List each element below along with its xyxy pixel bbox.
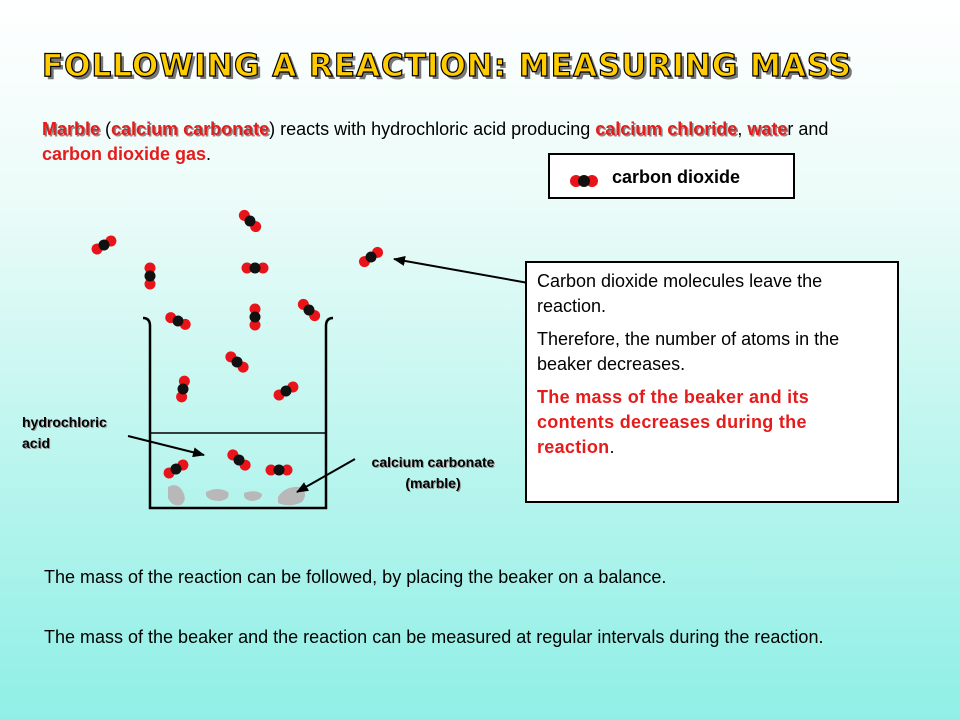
label-calcium-carbonate-line2: (marble) (405, 475, 461, 491)
arrow-co2-leaving (394, 259, 534, 284)
legend-label: carbon dioxide (612, 167, 741, 187)
intro-comma: , (737, 119, 748, 139)
arrow-hydrochloric-acid (128, 436, 204, 455)
info-line-atoms-decrease: Therefore, the number of atoms in the beaker decreases. (537, 329, 840, 374)
info-box (525, 261, 899, 503)
info-mass-decrease-text: The mass of the beaker and its contents decreases during the reaction (537, 387, 810, 457)
co2-molecule (296, 297, 323, 324)
term-water-rest: r (787, 119, 794, 139)
co2-molecules (90, 208, 386, 481)
co2-molecule (90, 233, 119, 256)
info-line-co2-leave: Carbon dioxide molecules leave the reaction. (537, 271, 823, 316)
term-water-highlight: wate (747, 119, 788, 139)
page-title: FOLLOWING A REACTION: MEASURING MASS (42, 48, 853, 84)
term-marble: Marble (42, 119, 101, 139)
co2-molecule (357, 245, 385, 269)
info-line-mass-decrease (537, 385, 887, 460)
intro-open-paren: ( (100, 119, 112, 139)
label-calcium-carbonate (345, 452, 521, 494)
co2-molecule (162, 457, 191, 480)
co2-molecule (163, 310, 192, 331)
bottom-paragraph-balance: The mass of the reaction can be followed, by placing the beaker on a balance. (44, 567, 667, 587)
bottom-paragraph-intervals: The mass of the beaker and the reaction can be measured at regular intervals during the reaction. (44, 627, 824, 647)
co2-molecule (250, 304, 261, 331)
beaker-outline (143, 318, 333, 508)
co2-molecule (145, 263, 156, 290)
co2-molecule (225, 447, 253, 473)
marble-chips (168, 485, 305, 505)
label-hydrochloric-line2: acid (22, 435, 51, 451)
intro-reacts-text: ) reacts with hydrochloric acid producing (269, 119, 596, 139)
label-calcium-carbonate-line1: calcium carbonate (371, 454, 495, 470)
co2-molecule (175, 375, 191, 403)
label-hydrochloric-line1: hydrochloric (22, 414, 107, 430)
info-mass-decrease-period: . (609, 437, 615, 457)
label-hydrochloric-acid (22, 412, 132, 454)
term-calcium-chloride: calcium chloride (595, 119, 738, 139)
term-carbon-dioxide-gas: carbon dioxide gas (42, 144, 207, 164)
intro-and-text: and (793, 119, 829, 139)
intro-period: . (206, 144, 212, 164)
co2-molecule (237, 208, 264, 235)
co2-molecule (223, 349, 251, 375)
co2-molecule (272, 379, 301, 402)
co2-molecule (266, 465, 293, 476)
co2-molecule (242, 263, 269, 274)
term-calcium-carbonate: calcium carbonate (111, 119, 270, 139)
